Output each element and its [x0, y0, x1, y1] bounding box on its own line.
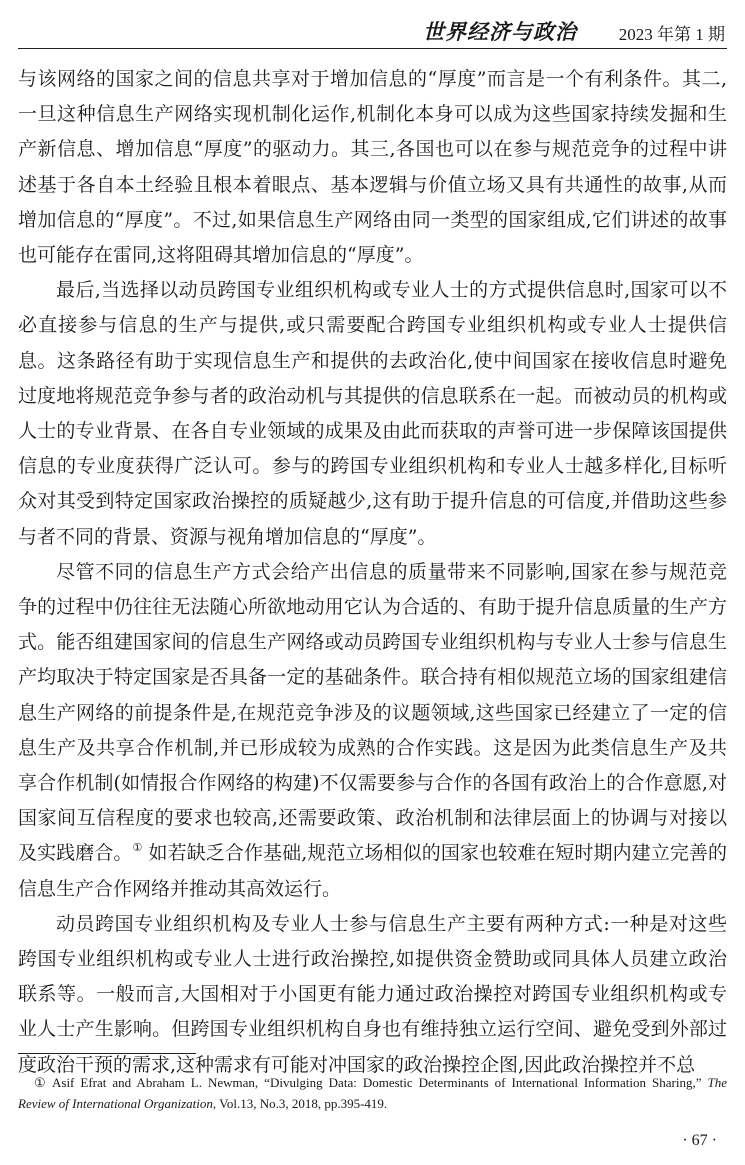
journal-title: 世界经济与政治: [423, 19, 577, 44]
page-number: · 67 ·: [682, 1132, 717, 1149]
footnote-divider: [18, 1053, 196, 1054]
paragraph-3-text-cont: 如若缺乏合作基础,规范立场相似的国家也较难在短时期内建立完善的信息生产合作网络并推动其高效运行。: [18, 842, 727, 900]
footnote-reference[interactable]: ①: [132, 841, 143, 855]
paragraph-3-text: 尽管不同的信息生产方式会给产出信息的质量带来不同影响,国家在参与规范竞争的过程中仍往往无法随心所欲地动用它认为合适的、有助于提升信息质量的生产方式。能否组建国家间的信息生产网络或动员跨国专业组织机构与专业人士参与信息生产均取决于特定国家是否具备一定的基础条件。联合持有相似规范立场的国家组建信息生产网络的前提条件是,在规范竞争涉及的议题领域,这些国家已经建立了一定的信息生产及共享合作机制,并已形成较为成熟的合作实践。这是因为此类信息生产及共享合作机制(如情报合作网络的构建)不仅需要参与合作的各国有政治上的合作意愿,对国家间互信程度的要求也较高,还需要政策、政治机制和法律层面上的协调与对接以及实践磨合。: [18, 560, 727, 865]
footnote-number: ①: [34, 1075, 46, 1090]
paragraph-3: [18, 555, 727, 907]
paragraph-4: 动员跨国专业组织机构及专业人士参与信息生产主要有两种方式:一种是对这些跨国专业组织机构或专业人士进行政治操控,如提供资金赞助或同具体人员建立政治联系等。一般而言,大国相对于小国更有能力通过政治操控对跨国专业组织机构或专业人士产生影响。但跨国专业组织机构自身也有维持独立运行空间、避免受到外部过度政治干预的需求,这种需求有可能对冲国家的政治操控企图,因此政治操控并不总: [18, 912, 727, 1076]
footnote-journal: The Review of International Organization: [18, 1075, 727, 1111]
paragraph-2: 最后,当选择以动员跨国专业组织机构或专业人士的方式提供信息时,国家可以不必直接参与信息的生产与提供,或只需要配合跨国专业组织机构或专业人士提供信息。这条路径有助于实现信息生产和提供的去政治化,使中间国家在接收信息时避免过度地将规范竞争参与者的政治动机与其提供的信息联系在一起。而被动员的机构或人士的专业背景、在各自专业领域的成果及由此而获取的声誉可进一步保障该国提供信息的专业度获得广泛认可。参与的跨国专业组织机构和专业人士越多样化,目标听众对其受到特定国家政治操控的质疑越少,这有助于提升信息的可信度,并借助这些参与者不同的背景、资源与视角增加信息的“厚度”。: [18, 279, 727, 548]
running-header: [18, 14, 727, 49]
footnote-authors: Asif Efrat and Abraham L. Newman, “Divulging Data: Domestic Determinants of International Information Sharing,”: [52, 1075, 708, 1090]
footnote: [18, 1072, 727, 1114]
paragraph-1: 与该网络的国家之间的信息共享对于增加信息的“厚度”而言是一个有利条件。其二,一旦这种信息生产网络实现机制化运作,机制化本身可以成为这些国家持续发掘和生产新信息、增加信息“厚度”的驱动力。其三,各国也可以在参与规范竞争的过程中讲述基于各自本土经验且根本着眼点、基本逻辑与价值立场又具有共通性的故事,从而增加信息的“厚度”。不过,如果信息生产网络由同一类型的国家组成,它们讲述的故事也可能存在雷同,这将阻碍其增加信息的“厚度”。: [18, 68, 727, 267]
issue-label: 2023 年第 1 期: [618, 25, 725, 44]
body-text: [18, 62, 727, 1083]
footnote-citation: , Vol.13, No.3, 2018, pp.395-419.: [212, 1096, 388, 1111]
